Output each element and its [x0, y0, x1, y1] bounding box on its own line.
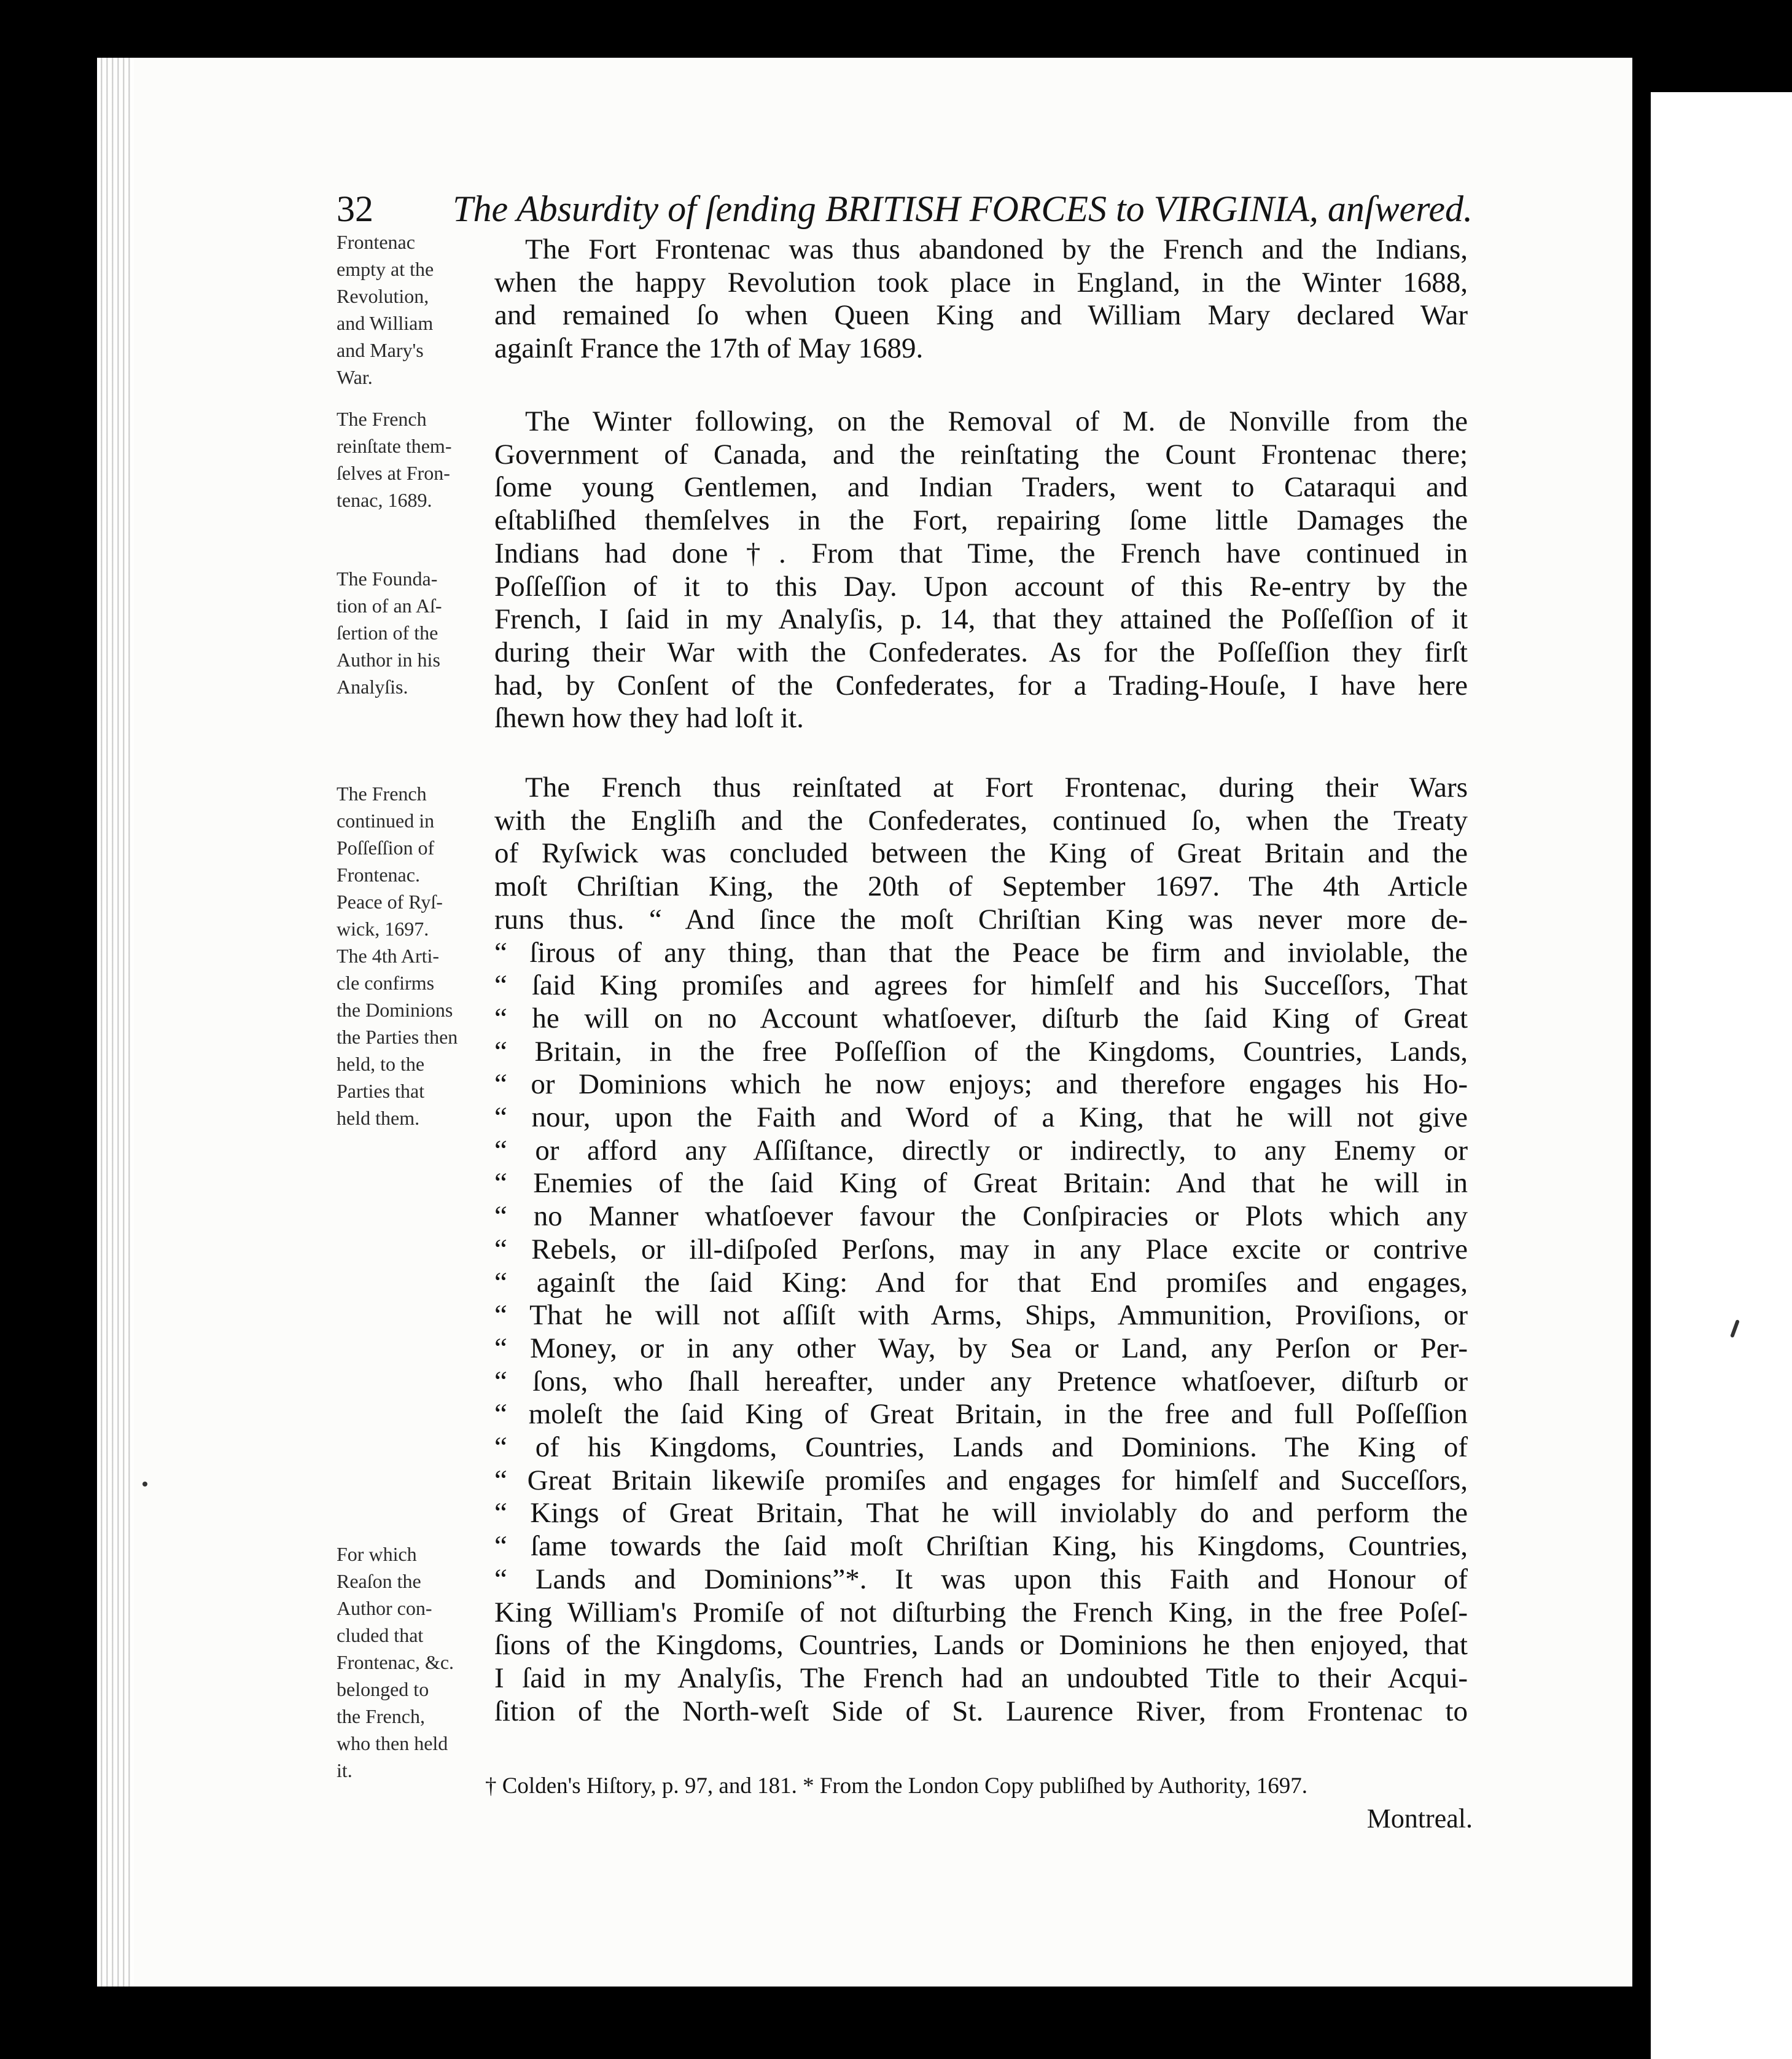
margin-note-4: The French continued in Poſſeſſion of Frontenac. Peace of Ryſ- wick, 1697. The 4th Arti- cle confirms the Dominions the Parties then held, to the Parties that held them.	[337, 783, 458, 1129]
footnotes: † Colden's Hiſtory, p. 97, and 181. * From the London Copy publiſhed by Authority, 1697.	[485, 1773, 1307, 1799]
paragraph-2: The Winter following, on the Removal of M. de Nonville from the Government of Canada, and the reinſtating the Count Frontenac there; ſome young Gentlemen, and Indian Traders, went to Cataraqui and eſtabliſhed themſelves in the Fort, repairing ſome little Damages the Indians had done†. From that Time, the French have continued in Poſſeſſion of it to this Day. Upon account of this Re-entry by the French, I ſaid in my Analyſis, p. 14, that they attained the Poſſeſſion of it during their War with the Confederates. As for the Poſſeſſion they firſt had, by Conſent of the Confederates, for a Trading-Houſe, I have here ſhewn how they had loſt it.	[494, 405, 1468, 735]
catchword: Montreal.	[1366, 1803, 1473, 1834]
margin-note-2: The French reinſtate them- ſelves at Fron- tenac, 1689.	[337, 408, 452, 511]
page-gutter-edge	[97, 58, 134, 1987]
margin-note-3: The Founda- tion of an Aſ- ſertion of the Author in his Analyſis.	[337, 568, 442, 698]
running-head	[337, 184, 1473, 233]
margin-note-5: For which Reaſon the Author con- cluded that Frontenac, &c. belonged to the French, who then held it.	[337, 1543, 454, 1781]
paragraph-1: The Fort Frontenac was thus abandoned by the French and the Indians, when the happy Revolution took place in England, in the Winter 1688, and remained ſo when Queen King and William Mary declared War againſt France the 17th of May 1689.	[494, 233, 1468, 365]
running-title: The Absurdity of ſending BRITISH FORCES to VIRGINIA, anſwered.	[453, 189, 1473, 229]
facing-page-edge	[1634, 92, 1792, 2059]
ink-speck	[142, 1482, 147, 1487]
margin-note-1: Frontenac empty at the Revolution, and William and Mary's War.	[337, 231, 434, 388]
page-number: 32	[337, 189, 373, 229]
paragraph-3: The French thus reinſtated at Fort Frontenac, during their Wars with the Engliſh and the Confederates, continued ſo, when the Treaty of Ryſwick was concluded between the King of Great Britain and the moſt Chriſtian King, the 20th of September 1697. The 4th Article runs thus. “ And ſince the moſt Chriſtian King was never more de- “ ſirous of any thing, than that the Peace be firm and inviolable, the “ ſaid King promiſes and agrees for himſelf and his Succeſſors, That “ he will on no Account whatſoever, diſturb the ſaid King of Great “ Britain, in the free Poſſeſſion of the Kingdoms, Countries, Lands, “ or Dominions which he now enjoys; and therefore engages his Ho- “ nour, upon the Faith and Word of a King, that he will not give “ or afford any Aſſiſtance, directly or indirectly, to any Enemy or “ Enemies of the ſaid King of Great Britain: And that he will in “ no Manner whatſoever favour the Conſpiracies or Plots which any “ Rebels, or ill-diſpoſed Perſons, may in any Place excite or contrive “ againſt the ſaid King: And for that End promiſes and engages, “ That he will not aſſiſt with Arms, Ships, Ammunition, Proviſions, or “ Money, or in any other Way, by Sea or Land, any Perſon or Per- “ ſons, who ſhall hereafter, under any Pretence whatſoever, diſturb or “ moleſt the ſaid King of Great Britain, in the free and full Poſſeſſion “ of his Kingdoms, Countries, Lands and Dominions. The King of “ Great Britain likewiſe promiſes and engages for himſelf and Succeſſors, “ Kings of Great Britain, That he will inviolably do and perform the “ ſame towards the ſaid moſt Chriſtian King, his Kingdoms, Countries, “ Lands and Dominions”*. It was upon this Faith and Honour of King William's Promiſe of not diſturbing the French King, in the free Poſeſ- ſions of the Kingdoms, Countries, Lands or Dominions he then enjoyed, that I ſaid in my Analyſis, The French had an undoubted Title to their Acqui- ſition of the North-weſt Side of St. Laurence River, from Frontenac to	[494, 772, 1468, 1727]
